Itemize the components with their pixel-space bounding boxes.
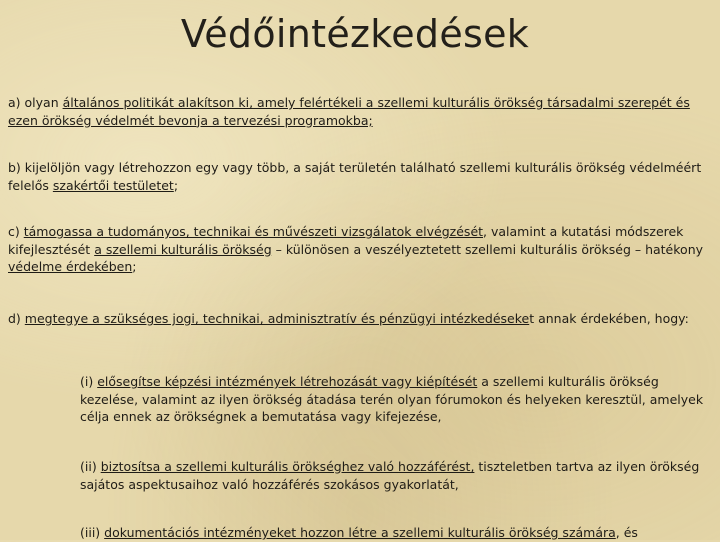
sub-item-ii-underlined: biztosítsa a szellemi kulturális örökséghez való hozzáférést, xyxy=(100,459,475,474)
sub-item-iii-prefix: (iii) xyxy=(80,525,105,540)
paragraph-a xyxy=(8,94,710,129)
paragraph-c-middle-1: , valamint a kutatási módszerek kifejlesztését xyxy=(8,224,684,257)
sub-item-i-prefix: (i) xyxy=(80,374,98,389)
sub-item-ii xyxy=(80,458,708,493)
paragraph-c-underlined-2: a szellemi kulturális örökség xyxy=(94,241,272,257)
paragraph-d-suffix: t annak érdekében, hogy: xyxy=(529,311,689,326)
paragraph-c-underlined-1: támogassa a tudományos, technikai és művészeti vizsgálatok elvégzését xyxy=(23,224,484,239)
paragraph-b-underlined: szakértői testületet xyxy=(52,177,174,193)
sub-item-iii-underlined: dokumentációs intézményeket hozzon létre a szellemi kulturális örökség számára xyxy=(104,525,616,540)
paragraph-d-prefix: d) xyxy=(8,311,25,326)
paragraph-c-prefix: c) xyxy=(8,224,24,239)
sub-item-i xyxy=(80,373,708,426)
paragraph-c-suffix: ; xyxy=(132,259,137,274)
paragraph-c xyxy=(8,223,710,276)
paragraph-b xyxy=(8,159,710,194)
paragraph-b-prefix: b) kijelöljön vagy létrehozzon egy vagy több, a saját területén található szellemi kulturális örökség védelméért felelős xyxy=(8,160,702,193)
paragraph-b-suffix: ; xyxy=(173,177,179,193)
sub-item-iii-suffix: , és xyxy=(615,525,638,540)
paragraph-c-middle-2: – különösen a veszélyeztetett szellemi kulturális örökség – hatékony xyxy=(271,241,704,257)
paragraph-a-prefix: a) olyan xyxy=(8,95,63,110)
slide-title: Védőintézkedések xyxy=(180,12,530,56)
paragraph-d xyxy=(8,310,710,328)
sub-item-i-suffix: a szellemi kulturális örökség kezelése, valamint az ilyen örökség átadása terén olyan fórumokon és helyeken keresztül, amelyek célja ennek az örökségnek a bemutatása vagy kifejezése, xyxy=(80,374,704,424)
sub-item-ii-suffix: tiszteletben tartva az ilyen örökség sajátos aspektusaihoz való hozzáférés szokásos gyakorlatát, xyxy=(80,459,700,492)
sub-item-iii xyxy=(80,524,708,542)
paragraph-c-underlined-3: védelme érdekében xyxy=(8,259,133,274)
paragraph-a-underlined: általános politikát alakítson ki, amely felértékeli a szellemi kulturális örökség társadalmi szerepét és ezen örökség védelmét bevonja a tervezési programokba; xyxy=(8,95,690,128)
sub-item-i-underlined: elősegítse képzési intézmények létrehozását vagy kiépítését xyxy=(97,374,478,389)
sub-item-ii-prefix: (ii) xyxy=(80,459,101,474)
paragraph-d-underlined: megtegye a szükséges jogi, technikai, adminisztratív és pénzügyi intézkedéseke xyxy=(24,311,530,326)
